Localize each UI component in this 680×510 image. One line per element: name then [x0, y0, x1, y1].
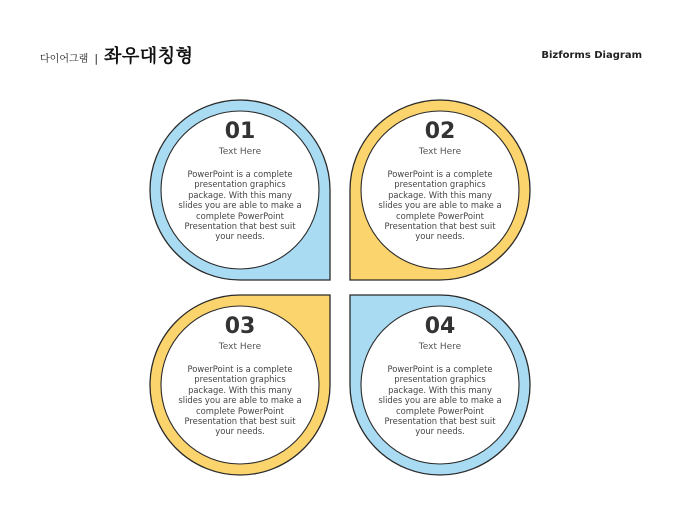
card-body: PowerPoint is a complete presentation graphics package. With this many slides you are able to make a complete PowerPoint Presentation that best suit your needs.: [178, 169, 302, 242]
header-separator: |: [94, 52, 99, 65]
page-header: [40, 42, 193, 68]
card-body: PowerPoint is a complete presentation graphics package. With this many slides you are able to make a complete PowerPoint Presentation that best suit your needs.: [178, 364, 302, 437]
card-content: [365, 310, 515, 460]
card-number: 04: [424, 314, 456, 339]
card-number: 01: [224, 119, 256, 144]
card-content: [165, 115, 315, 265]
page-title: 좌우대칭형: [104, 46, 194, 67]
card-content: [165, 310, 315, 460]
card-number: 03: [224, 314, 256, 339]
card-subtitle: Text Here: [218, 342, 262, 352]
card-body: PowerPoint is a complete presentation graphics package. With this many slides you are able to make a complete PowerPoint Presentation that best suit your needs.: [378, 364, 502, 437]
card-body: PowerPoint is a complete presentation graphics package. With this many slides you are able to make a complete PowerPoint Presentation that best suit your needs.: [378, 169, 502, 242]
diagram-card-04: [345, 290, 535, 480]
card-subtitle: Text Here: [218, 147, 262, 157]
card-subtitle: Text Here: [418, 342, 462, 352]
diagram-card-03: [145, 290, 335, 480]
card-subtitle: Text Here: [418, 147, 462, 157]
diagram-card-02: [345, 95, 535, 285]
diagram-card-01: [145, 95, 335, 285]
card-number: 02: [424, 119, 456, 144]
brand-label: Bizforms Diagram: [541, 50, 642, 61]
card-content: [365, 115, 515, 265]
header-label: 다이어그램: [40, 54, 89, 65]
